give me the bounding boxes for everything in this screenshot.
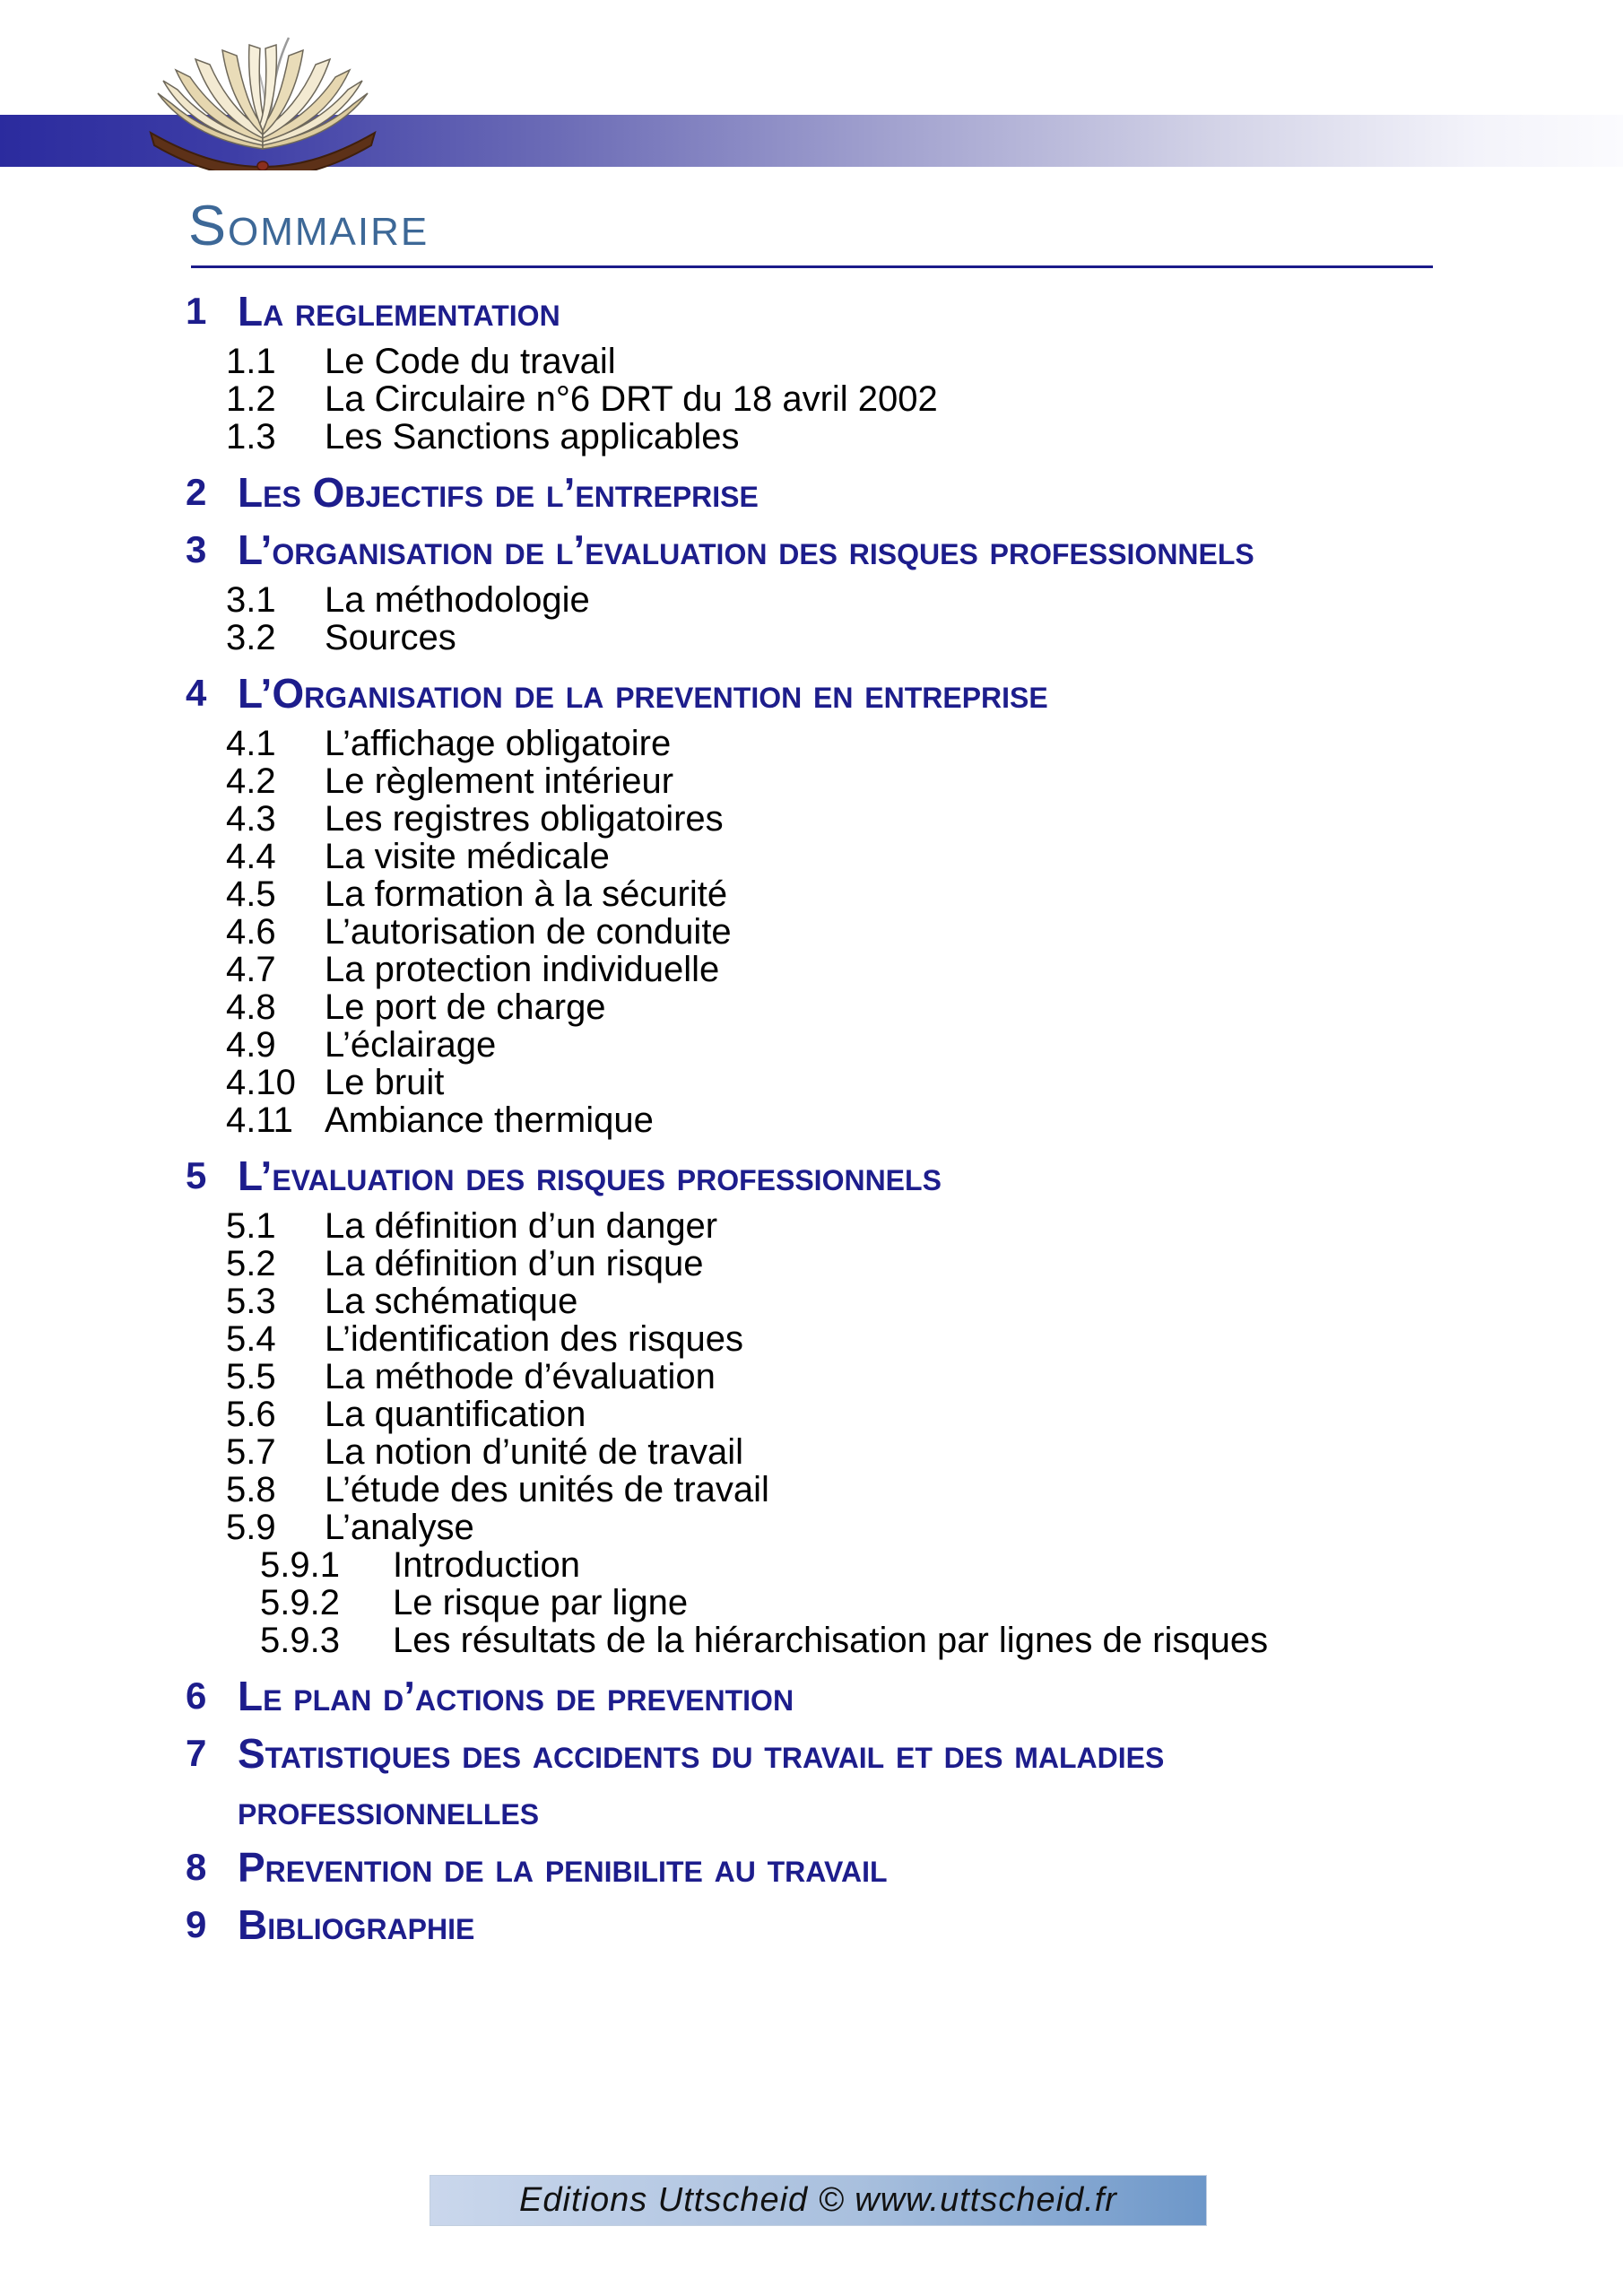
entry-number: 4.8 [226, 987, 276, 1027]
toc-entry-4.10 [0, 1064, 1623, 1101]
entry-number: 5.3 [226, 1282, 276, 1321]
section-label: L’Organisation de la prevention en entreprise [238, 670, 1048, 717]
entry-number: 4.9 [226, 1025, 276, 1065]
toc-section-8 [0, 1844, 1623, 1891]
toc-entry-4.9 [0, 1026, 1623, 1064]
section-label-continued: professionnelles [238, 1787, 540, 1833]
entry-number: 4.3 [226, 799, 276, 839]
section-number: 6 [186, 1674, 207, 1717]
entry-label: Le risque par ligne [393, 1583, 689, 1622]
entry-number: 5.2 [226, 1244, 276, 1283]
entry-label: L’autorisation de conduite [325, 912, 732, 952]
toc-section-5 [0, 1152, 1623, 1199]
toc-subsections-1 [0, 343, 1623, 456]
toc-entry-5.9.3 [0, 1622, 1623, 1659]
section-label: Bibliographie [238, 1901, 475, 1948]
entry-label: L’affichage obligatoire [325, 724, 672, 763]
entry-label: La méthode d’évaluation [325, 1357, 716, 1396]
toc-section-7 [0, 1730, 1623, 1833]
section-label: Le plan d’actions de prevention [238, 1673, 794, 1719]
entry-number: 1.3 [226, 417, 276, 457]
entry-number: 5.1 [226, 1206, 276, 1246]
section-label: La reglementation [238, 288, 560, 335]
open-book-logo [136, 34, 389, 170]
entry-label: La schématique [325, 1282, 578, 1321]
toc-entry-5.9.1 [0, 1546, 1623, 1584]
entry-label: L’éclairage [325, 1025, 497, 1065]
toc-entry-5.6 [0, 1396, 1623, 1433]
footer-text: Editions Uttscheid © www.uttscheid.fr [519, 2181, 1117, 2219]
toc [0, 274, 1623, 1948]
toc-subsections-4 [0, 725, 1623, 1139]
section-number: 1 [186, 290, 207, 332]
entry-label: La Circulaire n°6 DRT du 18 avril 2002 [325, 379, 938, 419]
entry-number: 5.9 [226, 1508, 276, 1547]
entry-label: La formation à la sécurité [325, 874, 728, 914]
entry-label: La notion d’unité de travail [325, 1432, 743, 1472]
toc-section-4 [0, 670, 1623, 717]
entry-number: 4.10 [226, 1063, 296, 1102]
toc-entry-1.2 [0, 380, 1623, 418]
toc-section-2 [0, 469, 1623, 516]
entry-label: La définition d’un danger [325, 1206, 718, 1246]
section-number: 2 [186, 471, 207, 513]
entry-number: 3.1 [226, 580, 276, 620]
entry-label: Le bruit [325, 1063, 445, 1102]
toc-entry-1.3 [0, 418, 1623, 456]
entry-label: Le port de charge [325, 987, 606, 1027]
entry-label: L’identification des risques [325, 1319, 743, 1359]
toc-entry-4.2 [0, 762, 1623, 800]
entry-number: 5.9.2 [260, 1583, 340, 1622]
section-label: Prevention de la penibilite au travail [238, 1844, 888, 1891]
toc-entry-5.4 [0, 1320, 1623, 1358]
entry-label: Le Code du travail [325, 342, 616, 381]
entry-label: Ambiance thermique [325, 1100, 654, 1140]
entry-number: 5.9.3 [260, 1621, 340, 1660]
title-rule [191, 265, 1433, 268]
entry-number: 5.8 [226, 1470, 276, 1509]
entry-number: 3.2 [226, 618, 276, 657]
section-number: 5 [186, 1154, 207, 1196]
toc-entry-5.7 [0, 1433, 1623, 1471]
toc-entry-5.3 [0, 1283, 1623, 1320]
section-label: Les Objectifs de l’entreprise [238, 469, 759, 516]
toc-entry-3.2 [0, 619, 1623, 657]
entry-label: La méthodologie [325, 580, 590, 620]
section-number: 4 [186, 672, 207, 714]
entry-number: 5.4 [226, 1319, 276, 1359]
toc-entry-4.11 [0, 1101, 1623, 1139]
toc-entry-5.5 [0, 1358, 1623, 1396]
open-book-icon [136, 34, 389, 170]
section-number: 3 [186, 528, 207, 570]
toc-entry-4.7 [0, 951, 1623, 988]
toc-entry-4.6 [0, 913, 1623, 951]
page-title: Sommaire [188, 195, 430, 257]
toc-entry-5.9 [0, 1509, 1623, 1546]
section-label: L’evaluation des risques professionnels [238, 1152, 942, 1199]
toc-subsections-3 [0, 581, 1623, 657]
entry-number: 4.5 [226, 874, 276, 914]
toc-entry-5.8 [0, 1471, 1623, 1509]
toc-section-3 [0, 526, 1623, 573]
entry-number: 4.1 [226, 724, 276, 763]
entry-label: L’analyse [325, 1508, 474, 1547]
section-number: 9 [186, 1903, 207, 1945]
entry-label: Sources [325, 618, 456, 657]
toc-entry-3.1 [0, 581, 1623, 619]
entry-number: 4.7 [226, 950, 276, 989]
section-number: 7 [186, 1732, 207, 1774]
toc-subsections-5 [0, 1207, 1623, 1659]
footer-band [430, 2175, 1207, 2226]
toc-entry-5.9.2 [0, 1584, 1623, 1622]
entry-label: La quantification [325, 1395, 586, 1434]
entry-label: La visite médicale [325, 837, 610, 876]
section-number: 8 [186, 1846, 207, 1888]
entry-number: 4.4 [226, 837, 276, 876]
entry-number: 5.9.1 [260, 1545, 340, 1585]
entry-number: 1.1 [226, 342, 276, 381]
toc-entry-4.1 [0, 725, 1623, 762]
toc-entry-4.4 [0, 838, 1623, 875]
entry-number: 5.6 [226, 1395, 276, 1434]
entry-label: Introduction [393, 1545, 581, 1585]
toc-section-9 [0, 1901, 1623, 1948]
entry-number: 5.5 [226, 1357, 276, 1396]
entry-label: Les résultats de la hiérarchisation par lignes de risques [393, 1621, 1269, 1660]
toc-entry-1.1 [0, 343, 1623, 380]
toc-entry-4.8 [0, 988, 1623, 1026]
entry-label: Les registres obligatoires [325, 799, 724, 839]
entry-label: L’étude des unités de travail [325, 1470, 769, 1509]
toc-entry-4.3 [0, 800, 1623, 838]
entry-label: Le règlement intérieur [325, 761, 674, 801]
entry-number: 4.2 [226, 761, 276, 801]
section-label: Statistiques des accidents du travail et des maladies professionnelles [238, 1730, 1165, 1833]
entry-label: La définition d’un risque [325, 1244, 704, 1283]
entry-number: 1.2 [226, 379, 276, 419]
entry-number: 5.7 [226, 1432, 276, 1472]
entry-number: 4.6 [226, 912, 276, 952]
entry-number: 4.11 [226, 1100, 293, 1140]
section-label: L’organisation de l’evaluation des risques professionnels [238, 526, 1254, 573]
entry-label: Les Sanctions applicables [325, 417, 740, 457]
toc-entry-4.5 [0, 875, 1623, 913]
toc-section-1 [0, 288, 1623, 335]
toc-section-6 [0, 1675, 1623, 1717]
toc-entry-5.2 [0, 1245, 1623, 1283]
toc-entry-5.1 [0, 1207, 1623, 1245]
entry-label: La protection individuelle [325, 950, 720, 989]
